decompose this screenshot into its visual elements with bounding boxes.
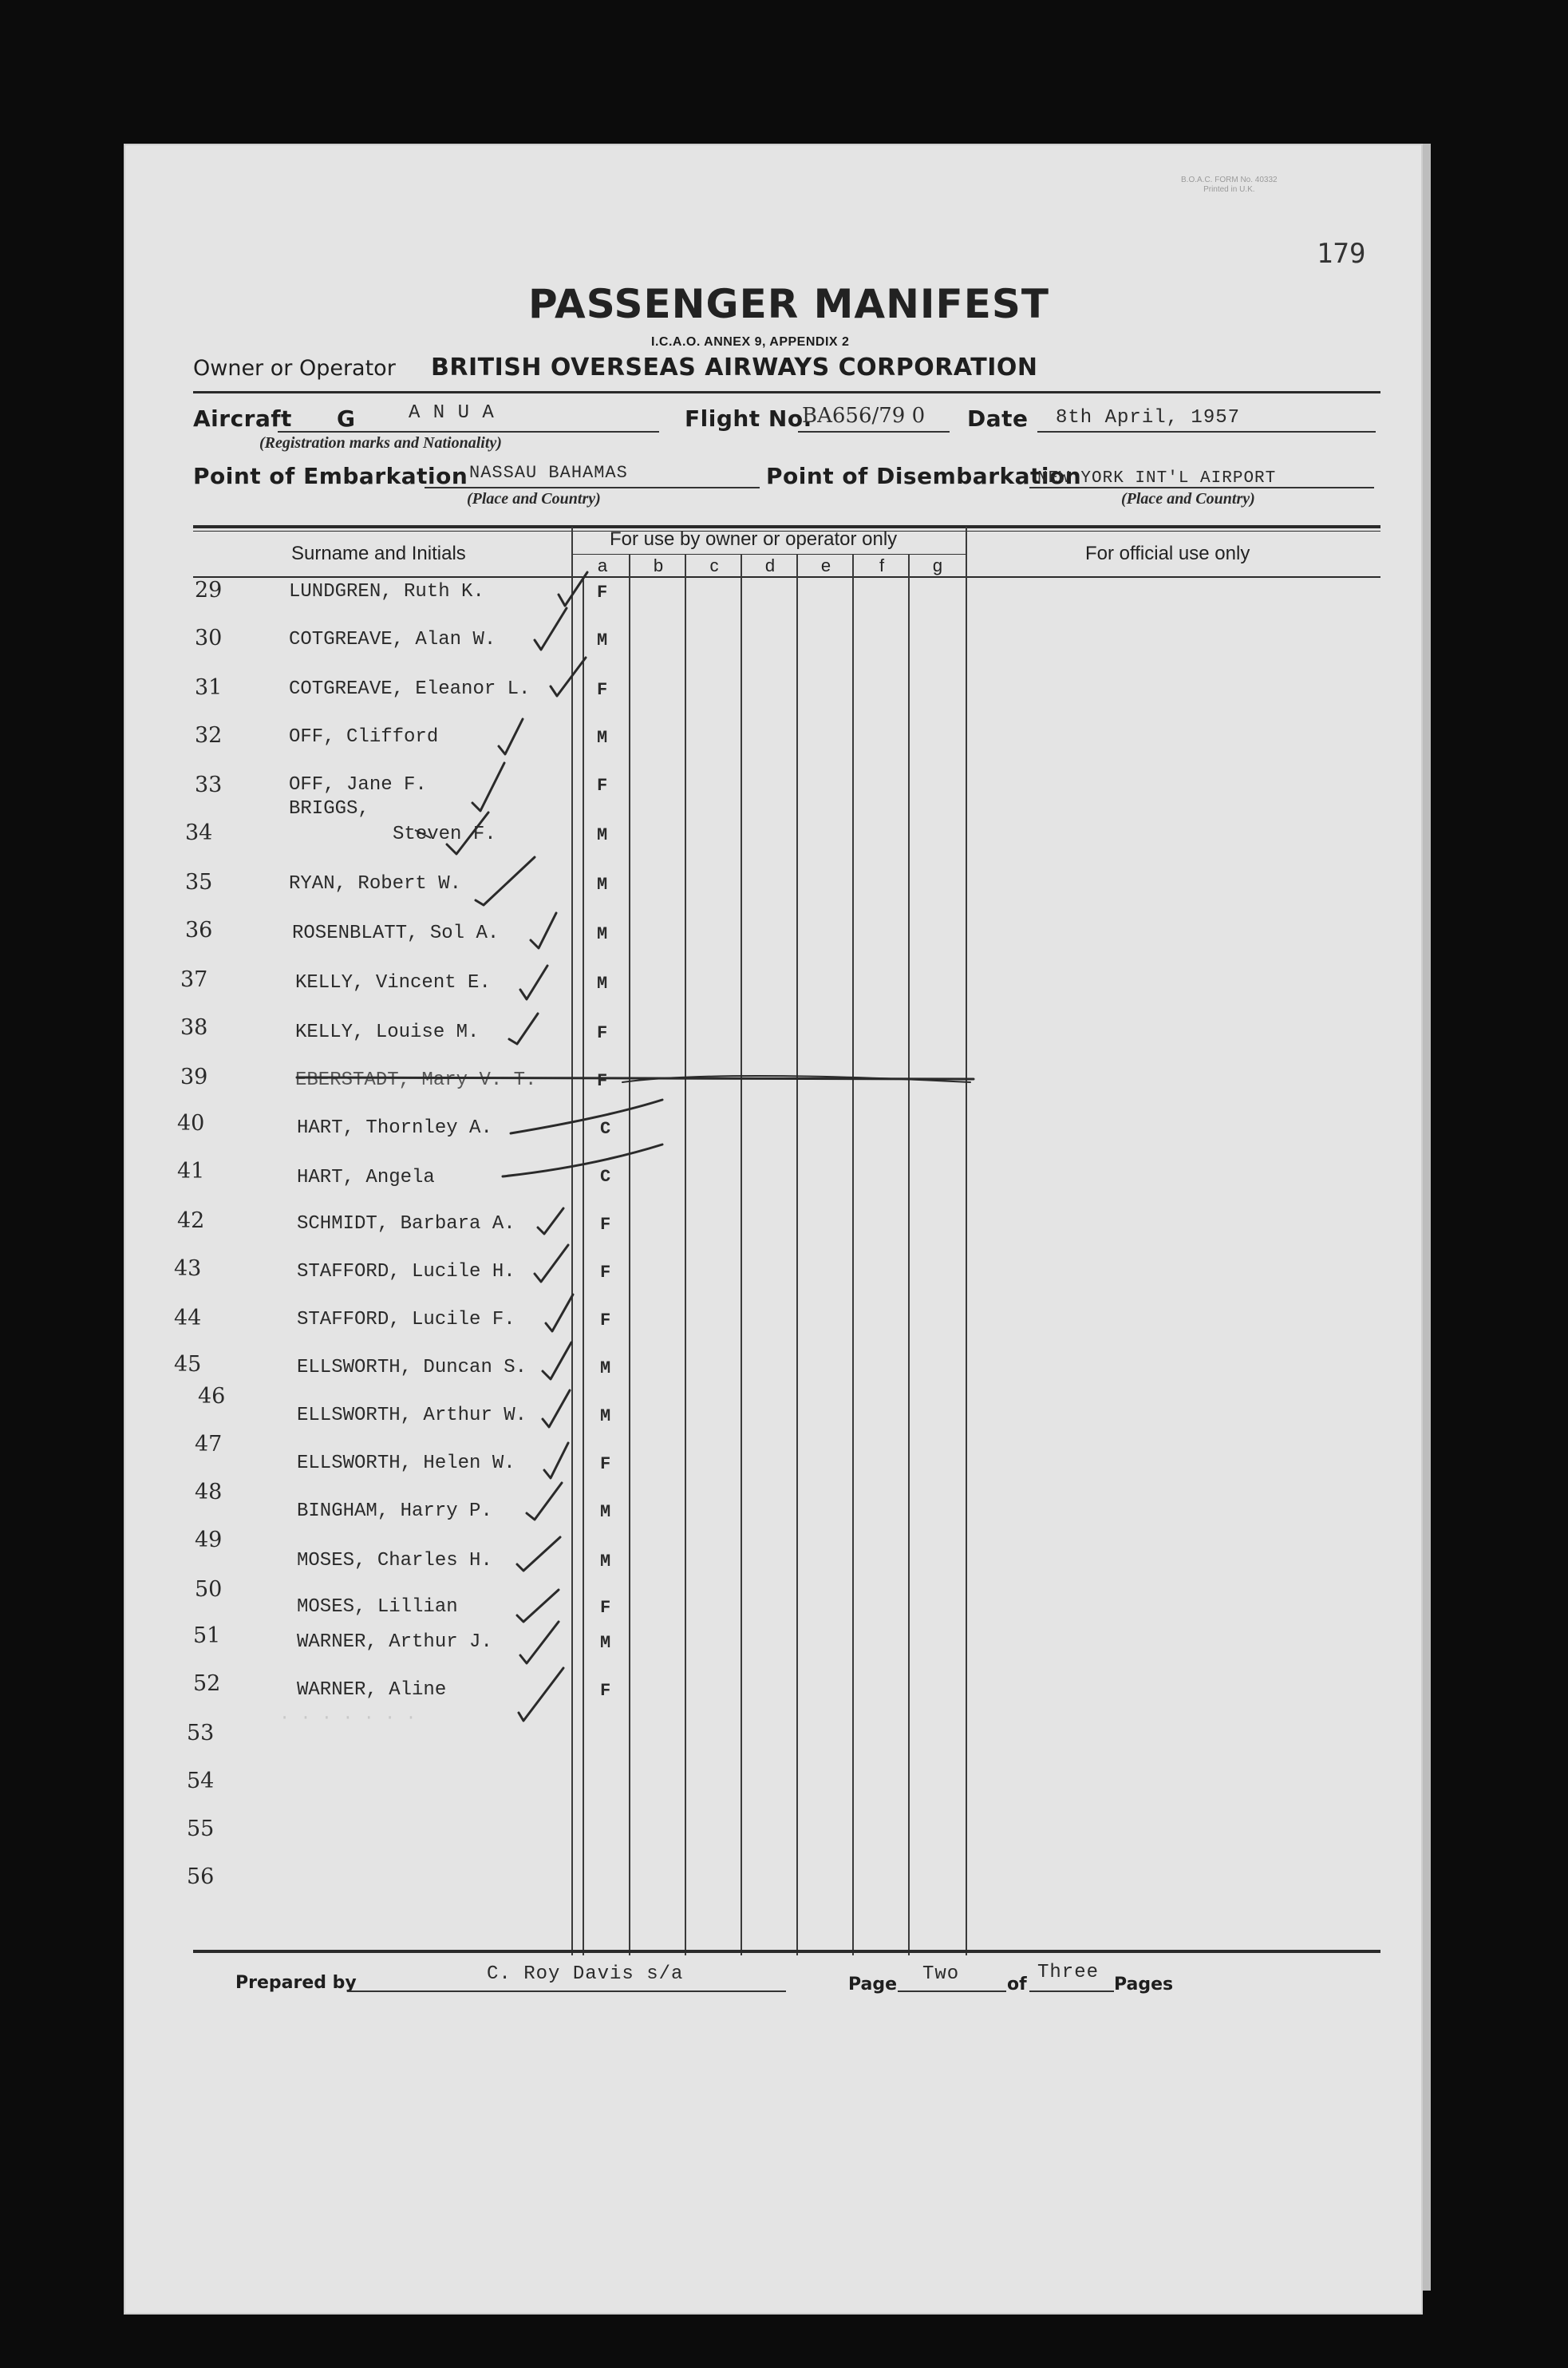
passenger-sex: F [600,1454,611,1474]
passenger-sex: C [600,1119,611,1139]
row-number: 54 [187,1769,215,1793]
col-owner-header: For use by owner or operator only [610,528,898,550]
of-underline [1029,1990,1114,1992]
check-icon [499,719,523,754]
col-letter-c: c [709,555,719,575]
prepared-value: C. Roy Davis s/a [487,1963,684,1985]
check-icon [520,1622,559,1663]
passenger-sex: M [597,974,608,994]
embarkation-value: NASSAU BAHAMAS [469,463,628,483]
bracket-mark [511,1100,662,1133]
row-number: 32 [195,723,223,748]
embarkation-hint: (Place and Country) [467,490,601,508]
document-title: PASSENGER MANIFEST [528,281,1049,327]
col-letter-g: g [932,555,943,575]
passenger-sex: F [597,680,608,700]
col-name-header: Surname and Initials [291,543,466,564]
check-icon [517,1590,559,1622]
check-icon [544,1443,568,1478]
page-value: Two [922,1963,960,1985]
row-number: 53 [187,1721,215,1745]
aircraft-label: Aircraft [193,405,292,432]
check-icon [472,763,504,811]
check-icon [535,608,567,650]
embarkation-label: Point of Embarkation [193,463,468,489]
passenger-sex: F [600,1598,611,1618]
passenger-name: ELLSWORTH, Duncan S. [297,1357,527,1378]
col-letter-d: d [764,555,776,575]
flight-value: BA656/79 0 [802,404,926,428]
passenger-sex: F [597,1023,608,1043]
page-stamp: 179 [1317,238,1366,270]
passenger-sex: M [597,924,608,944]
row-number: 37 [180,967,208,992]
passenger-name: WARNER, Arthur J. [297,1631,492,1653]
passenger-name: COTGREAVE, Eleanor L. [289,678,531,700]
aircraft-hint: (Registration marks and Nationality) [259,434,502,452]
document-subtitle: I.C.A.O. ANNEX 9, APPENDIX 2 [651,335,850,349]
check-icon [538,1208,563,1234]
row-number: 49 [195,1528,223,1552]
passenger-name: HART, Thornley A. [297,1117,492,1139]
prepared-underline [347,1990,786,1992]
passenger-name: OFF, Clifford [289,726,439,748]
passenger-sex: F [600,1681,611,1701]
passenger-name: STAFFORD, Lucile H. [297,1261,515,1283]
disembarkation-label: Point of Disembarkation [766,463,1082,489]
passenger-sex: M [597,875,608,895]
col-letter-a: a [597,555,608,575]
passenger-name: LUNDGREN, Ruth K. [289,581,484,603]
check-icon [531,913,556,948]
row-number: 41 [177,1159,205,1184]
page-label: Page [848,1975,898,1994]
date-value: 8th April, 1957 [1056,407,1241,429]
passenger-name: KELLY, Vincent E. [295,972,491,994]
row-number: 34 [185,820,213,845]
check-icon [543,1342,571,1379]
passenger-name: MOSES, Lillian [297,1596,458,1618]
passenger-name: SCHMIDT, Barbara A. [297,1213,515,1235]
passenger-sex: M [600,1358,611,1378]
passenger-name: BINGHAM, Harry P. [297,1500,492,1522]
passenger-name: OFF, Jane F. [289,774,427,796]
passenger-sex: F [597,583,608,603]
row-number: 50 [195,1577,223,1602]
footer-top-rule [193,1950,1380,1953]
passenger-sex: M [600,1552,611,1571]
name-insert-arrow [415,830,431,838]
passenger-name-struck: EBERSTADT, Mary V. T. [295,1069,537,1091]
page-underline [898,1990,1006,1992]
check-icon [476,857,535,905]
passenger-name: RYAN, Robert W. [289,873,462,895]
check-icon [527,1483,562,1520]
passenger-name: WARNER, Aline [297,1679,447,1701]
row-number: 48 [195,1480,223,1504]
row-number: 43 [174,1256,202,1281]
check-icon [543,1390,570,1427]
row-number: 46 [198,1384,226,1409]
disembarkation-hint: (Place and Country) [1121,490,1255,508]
check-icon [447,812,488,854]
row-number: 42 [177,1208,205,1233]
bracket-mark [503,1144,662,1176]
disembarkation-value: NEW YORK INT'L AIRPORT [1037,469,1277,488]
col-letter-e: e [820,555,831,575]
printed-in-text: Printed in U.K. [1203,185,1255,194]
row-number: 47 [195,1432,223,1457]
row-number: 51 [193,1623,221,1648]
row-number: 56 [187,1864,215,1889]
passenger-sex: M [597,631,608,650]
passenger-sex: M [600,1633,611,1653]
of-value: Three [1037,1962,1100,1983]
check-icon [509,1014,538,1044]
passenger-sex: M [597,825,608,845]
passenger-name: ROSENBLATT, Sol A. [292,923,500,944]
row-number: 29 [195,578,223,603]
passenger-name-above: BRIGGS, [289,798,369,820]
operator-value: BRITISH OVERSEAS AIRWAYS CORPORATION [431,354,1038,381]
check-icon [519,1668,563,1721]
passenger-sex: M [600,1502,611,1522]
row-number: 45 [174,1352,202,1377]
check-icon [546,1295,573,1331]
passenger-sex: F [597,1071,608,1091]
passenger-name: KELLY, Louise M. [295,1022,480,1043]
passenger-sex: M [597,728,608,748]
aircraft-g: G [337,405,356,432]
passenger-name: ELLSWORTH, Arthur W. [297,1405,527,1426]
row-number: 40 [177,1111,205,1136]
passenger-name: Steven F. [393,824,496,845]
passenger-name: STAFFORD, Lucile F. [297,1309,515,1330]
aircraft-registration: A N U A [409,402,495,424]
row-number: 44 [174,1306,202,1330]
check-icon [520,966,547,999]
row-number: 31 [195,675,223,700]
passenger-name: ELLSWORTH, Helen W. [297,1453,515,1474]
prepared-label: Prepared by [235,1973,357,1993]
col-official-header: For official use only [1085,543,1250,564]
ghost-text: · · · · · · · [279,1708,417,1728]
of-label: of [1007,1975,1027,1994]
passenger-name: COTGREAVE, Alan W. [289,629,496,650]
check-icon [551,658,586,696]
col-letter-f: f [879,555,885,575]
passenger-name: HART, Angela [297,1167,435,1188]
passenger-sex: F [597,776,608,796]
row-number: 39 [180,1065,208,1089]
row-number: 52 [193,1671,221,1696]
passenger-sex: C [600,1167,611,1187]
row-number: 38 [180,1015,208,1040]
row-number: 36 [185,918,213,943]
col-letter-b: b [653,555,664,575]
form-number-text: B.O.A.C. FORM No. 40332 [1181,176,1278,184]
row-number: 33 [195,773,223,797]
passenger-sex: F [600,1215,611,1235]
operator-label: Owner or Operator [193,356,396,381]
passenger-sex: F [600,1263,611,1283]
row-number: 55 [187,1817,215,1841]
date-label: Date [967,405,1029,432]
passenger-name: MOSES, Charles H. [297,1550,492,1571]
check-icon [535,1245,568,1282]
pages-label: Pages [1114,1975,1174,1994]
check-icon [559,572,587,606]
passenger-sex: M [600,1406,611,1426]
flight-label: Flight No. [685,405,812,432]
passenger-sex: F [600,1311,611,1330]
check-icon [517,1537,560,1571]
row-number: 35 [185,870,213,895]
row-number: 30 [195,626,223,650]
